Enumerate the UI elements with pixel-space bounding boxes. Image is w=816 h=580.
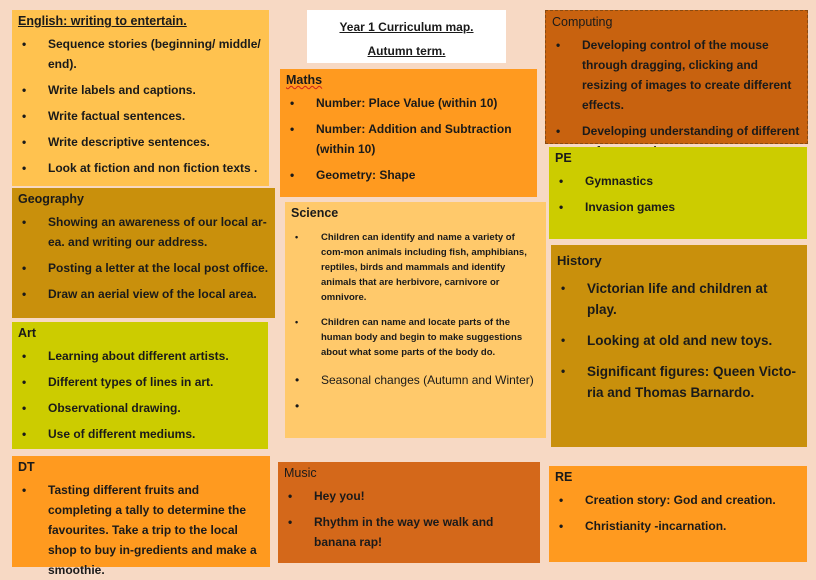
list-item: • Christianity -incarnation. [555, 516, 801, 536]
music-heading: Music [284, 466, 317, 480]
title-line-2: Autumn term. [367, 44, 446, 58]
art-list [18, 346, 262, 444]
pe-heading: PE [555, 151, 572, 165]
english-box [12, 10, 269, 186]
pe-list [555, 171, 801, 217]
list-item: • Observational drawing. [18, 398, 262, 418]
science-list [291, 230, 540, 390]
english-heading: English: writing to entertain. [18, 14, 187, 28]
list-item: • Posting a letter at the local post office. [18, 258, 269, 278]
list-item: • Use of different mediums. [18, 424, 262, 444]
geography-list [18, 212, 269, 304]
re-list [555, 490, 801, 536]
list-item: • Rhythm in the way we walk and banana rap! [284, 512, 534, 552]
list-item: • Creation story: God and creation. [555, 490, 801, 510]
list-item: • Different types of lines in art. [18, 372, 262, 392]
history-list [557, 278, 801, 403]
list-item: • Number: Addition and Subtraction (within 10) [286, 119, 531, 159]
maths-box [280, 69, 537, 197]
history-heading: History [557, 253, 602, 268]
list-item: • Gymnastics [555, 171, 801, 191]
science-box [285, 202, 546, 438]
list-item: • Showing an awareness of our local ar-ea. and writing our address. [18, 212, 269, 252]
dt-box [12, 456, 270, 577]
list-item: • Developing control of the mouse through dragging, clicking and resizing of images to create different effects. [552, 35, 801, 115]
list-item: • Learning about different artists. [18, 346, 262, 366]
page-title [307, 10, 506, 63]
list-item: • Significant figures: Queen Victo-ria and Thomas Barnardo. [557, 361, 801, 403]
list-item: • Invasion games [555, 197, 801, 217]
computing-heading: Computing [552, 15, 613, 29]
list-item: • Tasting different fruits and completing a tally to determine the favourites. Take a trip to the local shop to buy in-gredients and make a smoothie. [18, 480, 264, 580]
history-box [551, 245, 807, 447]
list-item: • Seasonal changes (Autumn and Winter) [291, 370, 540, 390]
re-box [549, 466, 807, 562]
dt-heading: DT [18, 460, 35, 474]
list-item: • Write descriptive sentences. [18, 132, 263, 152]
dt-list [18, 480, 264, 580]
maths-list [286, 93, 531, 185]
music-box [278, 462, 540, 563]
maths-heading: Maths [286, 73, 323, 87]
list-item: • Draw an aerial view of the local area. [18, 284, 269, 304]
art-box [12, 322, 268, 449]
list-item: • Looking at old and new toys. [557, 330, 801, 351]
geography-box [12, 188, 275, 318]
computing-list [552, 35, 801, 161]
english-list [18, 34, 263, 178]
list-item: • Victorian life and children at play. [557, 278, 801, 320]
re-heading: RE [555, 470, 573, 484]
list-item: • Geometry: Shape [286, 165, 531, 185]
list-item: • Write factual sentences. [18, 106, 263, 126]
science-heading: Science [291, 206, 339, 220]
list-item: • Number: Place Value (within 10) [286, 93, 531, 113]
list-item: • Write labels and captions. [18, 80, 263, 100]
list-item: • Hey you! [284, 486, 534, 506]
list-item: • Children can name and locate parts of the human body and begin to make suggestions about what some parts of the body do. [291, 315, 540, 360]
list-item: • Children can identify and name a variety of com-mon animals including fish, amphibians, reptiles, birds and mammals and identify animals that are herbivore, carnivore or omnivore. [291, 230, 540, 305]
music-list [284, 486, 534, 552]
pe-box [549, 147, 807, 239]
list-item: • Sequence stories (beginning/ middle/ end). [18, 34, 263, 74]
art-heading: Art [18, 326, 37, 340]
list-item: • Developing understanding of different [552, 121, 801, 161]
list-item: • Look at fiction and non fiction texts . [18, 158, 263, 178]
title-line-1: Year 1 Curriculum map. [339, 20, 474, 34]
computing-box [545, 10, 808, 144]
geography-heading: Geography [18, 192, 84, 206]
